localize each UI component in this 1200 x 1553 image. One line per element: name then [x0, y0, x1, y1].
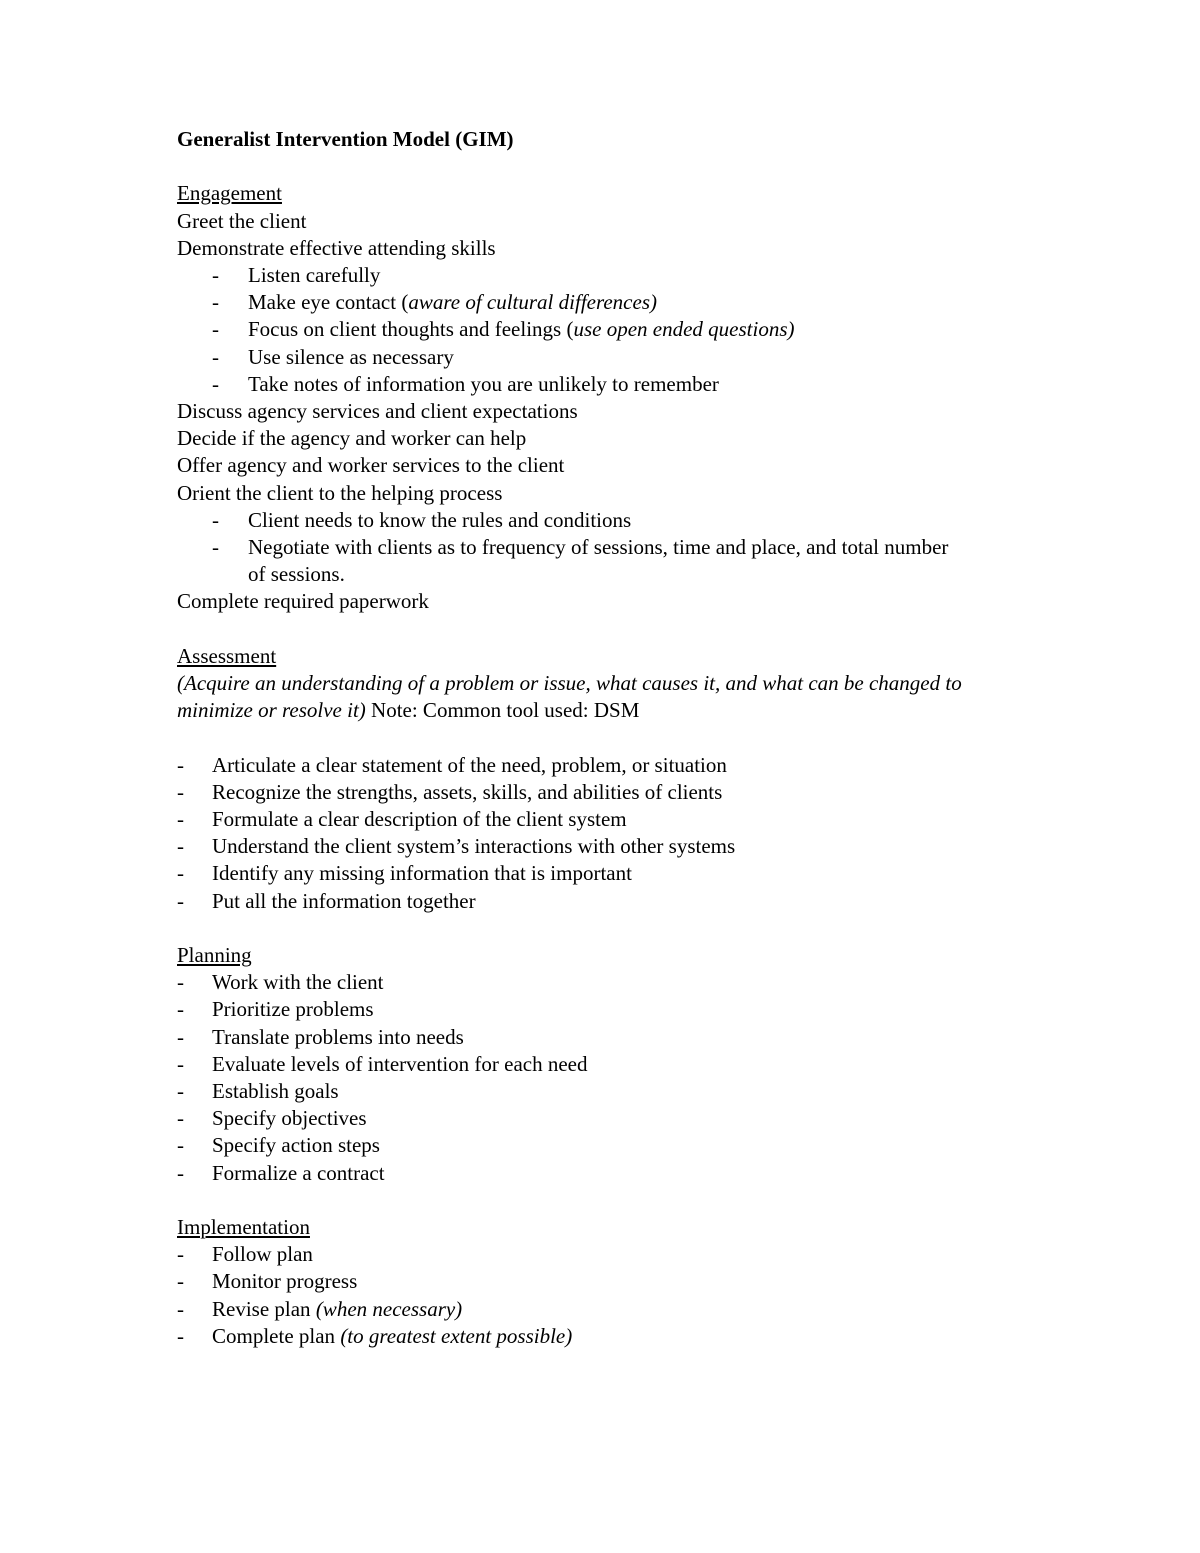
dash-bullet: - — [177, 1051, 184, 1076]
list-item — [177, 752, 1017, 779]
list-item — [177, 833, 1017, 860]
list-item-text: Recognize the strengths, assets, skills, and abilities of clients — [212, 779, 723, 804]
list-item-text: Specify action steps — [212, 1133, 380, 1158]
dash-bullet: - — [212, 371, 219, 396]
list-item — [177, 534, 968, 588]
list-item-text: Use silence as necessary — [248, 344, 454, 369]
list-item-note: (when necessary) — [315, 1296, 463, 1321]
list-item — [177, 860, 1017, 887]
dash-bullet: - — [212, 344, 219, 369]
dash-bullet: - — [212, 535, 219, 560]
list-item — [177, 1105, 1017, 1132]
list-item — [177, 1051, 1017, 1078]
list-item-text: Articulate a clear statement of the need, problem, or situation — [212, 752, 727, 777]
list-item — [177, 262, 1017, 289]
list-item — [177, 1241, 1017, 1268]
list-item — [177, 1132, 1017, 1159]
list-item — [177, 1078, 1017, 1105]
list-item-text: Work with the client — [212, 970, 384, 995]
spacer — [177, 724, 1017, 751]
engagement-line: Offer agency and worker services to the client — [177, 453, 565, 478]
list-item-text: Follow plan — [212, 1242, 313, 1267]
dash-bullet: - — [177, 1269, 184, 1294]
dash-bullet: - — [177, 834, 184, 859]
list-item-text: Put all the information together — [212, 888, 476, 913]
engagement-line: Decide if the agency and worker can help — [177, 426, 527, 451]
list-item-text: Formulate a clear description of the client system — [212, 807, 627, 832]
list-item-text: Client needs to know the rules and conditions — [248, 507, 632, 532]
dash-bullet: - — [177, 1242, 184, 1267]
spacer — [177, 915, 1017, 942]
list-item-text: Establish goals — [212, 1079, 339, 1104]
assessment-intro-italic: (Acquire an understanding of a problem or issue, what causes it, and what can be changed to minimize or resolve it) — [177, 671, 962, 723]
list-item-text: Focus on client thoughts and feelings ( — [248, 317, 574, 342]
list-item-text: Translate problems into needs — [212, 1024, 464, 1049]
list-item-text: Make eye contact ( — [248, 290, 409, 315]
dash-bullet: - — [212, 263, 219, 287]
dash-bullet: - — [212, 507, 219, 532]
list-item-text: Monitor progress — [212, 1269, 358, 1294]
list-item-text: Take notes of information you are unlikely to remember — [248, 371, 719, 396]
list-item-text: Prioritize problems — [212, 997, 374, 1022]
assessment-heading: Assessment — [177, 643, 277, 668]
engagement-line: Complete required paperwork — [177, 589, 429, 614]
dash-bullet: - — [177, 888, 184, 913]
spacer — [177, 153, 1017, 180]
engagement-heading: Engagement — [177, 181, 282, 206]
list-item — [177, 1160, 1017, 1187]
engagement-line: Demonstrate effective attending skills — [177, 235, 496, 260]
list-item — [177, 996, 1017, 1023]
dash-bullet: - — [177, 1133, 184, 1158]
dash-bullet: - — [177, 1024, 184, 1049]
list-item — [177, 969, 1017, 996]
list-item-note: use open ended questions) — [573, 317, 795, 342]
dash-bullet: - — [177, 807, 184, 832]
list-item-text: Identify any missing information that is important — [212, 861, 632, 886]
document-page — [177, 126, 1017, 1350]
planning-heading: Planning — [177, 943, 252, 968]
dash-bullet: - — [212, 290, 219, 315]
dash-bullet: - — [177, 1079, 184, 1104]
list-item — [177, 806, 1017, 833]
dash-bullet: - — [177, 1323, 184, 1348]
dash-bullet: - — [177, 970, 184, 995]
list-item — [177, 1296, 1017, 1323]
assessment-intro — [177, 670, 977, 724]
list-item-note: (to greatest extent possible) — [340, 1323, 573, 1348]
list-item — [177, 888, 1017, 915]
list-item-text: Specify objectives — [212, 1106, 367, 1131]
list-item — [177, 344, 1017, 371]
dash-bullet: - — [177, 752, 184, 777]
engagement-line: Discuss agency services and client expectations — [177, 399, 578, 424]
list-item-text: Complete plan — [212, 1323, 341, 1348]
list-item-text: Understand the client system’s interactions with other systems — [212, 834, 736, 859]
document-title: Generalist Intervention Model (GIM) — [177, 127, 514, 151]
list-item — [177, 1268, 1017, 1295]
engagement-line: Orient the client to the helping process — [177, 480, 503, 505]
list-item-text: Listen carefully — [248, 263, 381, 287]
list-item — [177, 371, 1017, 398]
implementation-heading: Implementation — [177, 1215, 310, 1240]
assessment-intro-note: Note: Common tool used: DSM — [365, 698, 640, 723]
spacer — [177, 1187, 1017, 1214]
dash-bullet: - — [177, 1296, 184, 1321]
list-item-text: Revise plan — [212, 1296, 316, 1321]
dash-bullet: - — [212, 317, 219, 342]
spacer — [177, 616, 1017, 643]
list-item — [177, 1323, 1017, 1350]
list-item-text: Negotiate with clients as to frequency of sessions, time and place, and total number of sessions. — [248, 535, 949, 587]
list-item — [177, 316, 1017, 343]
engagement-line: Greet the client — [177, 208, 307, 233]
list-item — [177, 507, 1017, 534]
list-item-note: aware of cultural differences) — [408, 290, 657, 315]
dash-bullet: - — [177, 997, 184, 1022]
list-item — [177, 779, 1017, 806]
dash-bullet: - — [177, 861, 184, 886]
list-item — [177, 1024, 1017, 1051]
list-item — [177, 289, 1017, 316]
dash-bullet: - — [177, 1160, 184, 1185]
dash-bullet: - — [177, 779, 184, 804]
list-item-text: Evaluate levels of intervention for each need — [212, 1051, 588, 1076]
list-item-text: Formalize a contract — [212, 1160, 385, 1185]
dash-bullet: - — [177, 1106, 184, 1131]
